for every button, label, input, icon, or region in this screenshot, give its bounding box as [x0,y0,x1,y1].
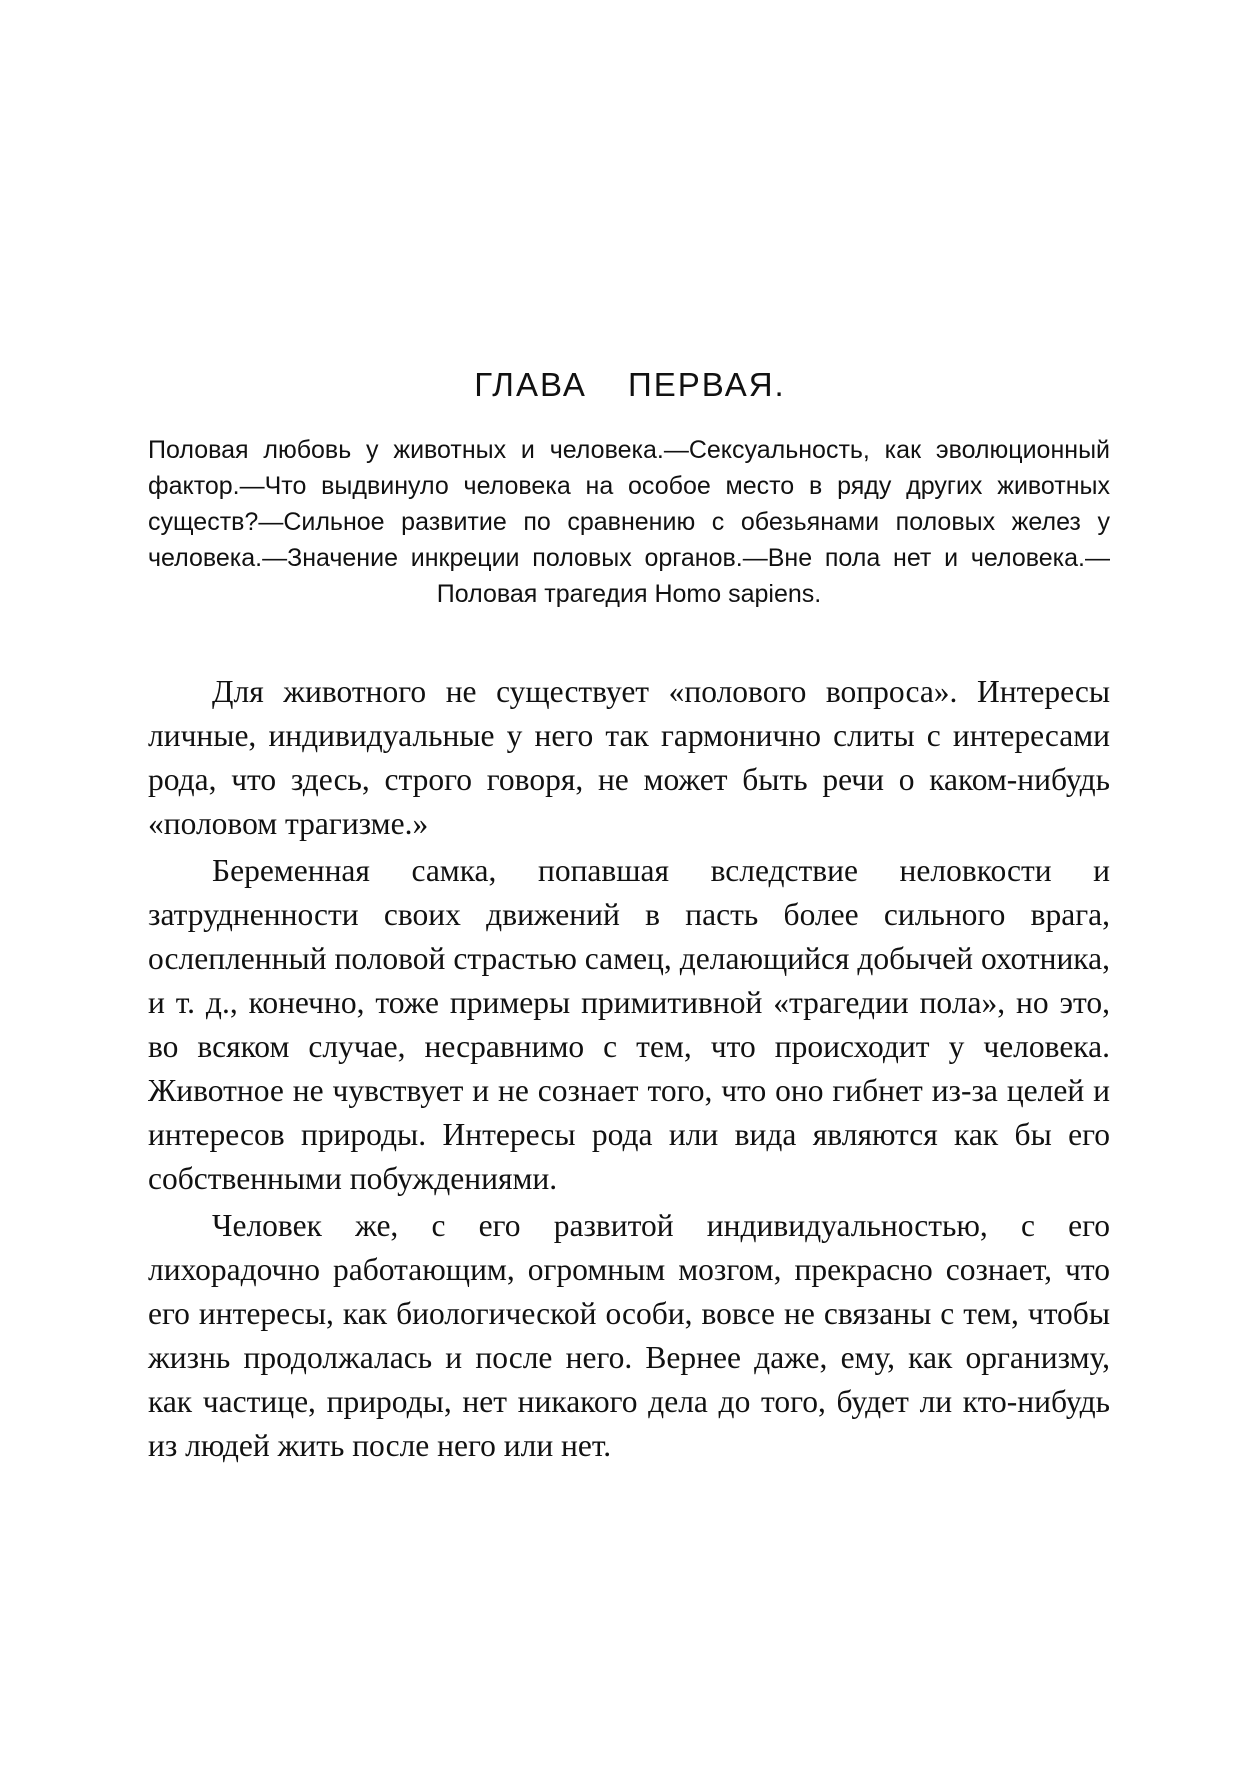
paragraph: Человек же, с его развитой индивидуальностью, с его лихорадочно работающим, огромным мозгом, прекрасно сознает, что его интересы, как биологической особи, вовсе не связаны с тем, чтобы жизнь продолжалась и после него. Вернее даже, ему, как организму, как частице, природы, нет никакого дела до того, будет ли кто-нибудь из людей жить после него или нет. [148,1208,1110,1463]
chapter-summary: Половая любовь у животных и человека.—Сексуальность, как эволюционный фактор.—Что выдвинуло человека на особое место в ряду других животных существ?—Сильное развитие по сравнению с обезьянами половых желез у человека.—Значение инкреции половых органов.—Вне пола нет и человека.—Половая трагедия Homo sapiens. [148,436,1110,608]
chapter-body [148,670,1110,1471]
chapter-title: ГЛАВА ПЕРВАЯ. [474,366,786,403]
paragraph: Беременная самка, попавшая вследствие неловкости и затрудненности своих движений в пасть более сильного врага, ослепленный половой страстью самец, делающийся добычей охотника, и т. д., конечно, тоже примеры примитивной «трагедии пола», но это, во всяком случае, несравнимо с тем, что происходит у человека. Животное не чувствует и не сознает того, что оно гибнет из-за целей и интересов природы. Интересы рода или вида являются как бы его собственными побуждениями. [148,853,1110,1196]
paragraph: Для животного не существует «полового вопроса». Интересы личные, индивидуальные у него так гармонично слиты с интересами рода, что здесь, строго говоря, не может быть речи о каком-нибудь «половом трагизме.» [148,674,1110,841]
